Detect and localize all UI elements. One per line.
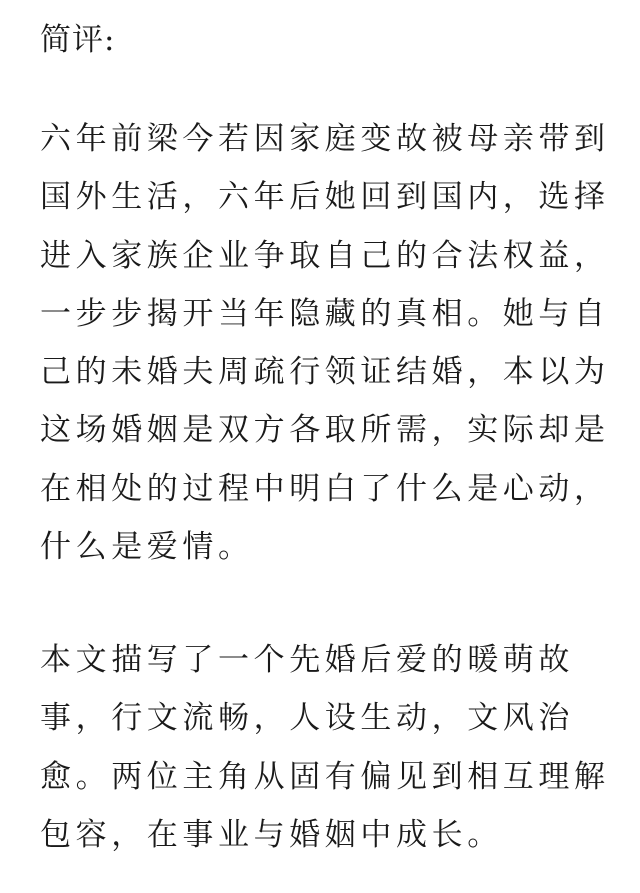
text-line: 己的未婚夫周疏行领证结婚，本以为 [40, 354, 610, 391]
text-line: 在相处的过程中明白了什么是心动， [40, 470, 610, 507]
text-line: 这场婚姻是双方各取所需，实际却是 [40, 412, 610, 449]
text-line: 本文描写了一个先婚后爱的暖萌故 [40, 642, 574, 678]
text-line: 什么是爱情。 [40, 529, 254, 566]
text-line: 事，行文流畅，人设生动，文风治 [40, 700, 574, 737]
text-line: 包容，在事业与婚姻中成长。 [40, 816, 503, 853]
text-line: 进入家族企业争取自己的合法权益， [40, 237, 610, 274]
text-line: 国外生活，六年后她回到国内，选择 [40, 179, 610, 216]
text-line: 六年前梁今若因家庭变故被母亲带到 [40, 121, 610, 157]
text-line: 一步步揭开当年隐藏的真相。她与自 [40, 295, 610, 332]
synopsis-paragraph [40, 110, 615, 576]
text-line: 愈。两位主角从固有偏见到相互理解 [40, 758, 610, 795]
review-paragraph [40, 631, 615, 864]
review-heading: 简评: [40, 22, 116, 58]
